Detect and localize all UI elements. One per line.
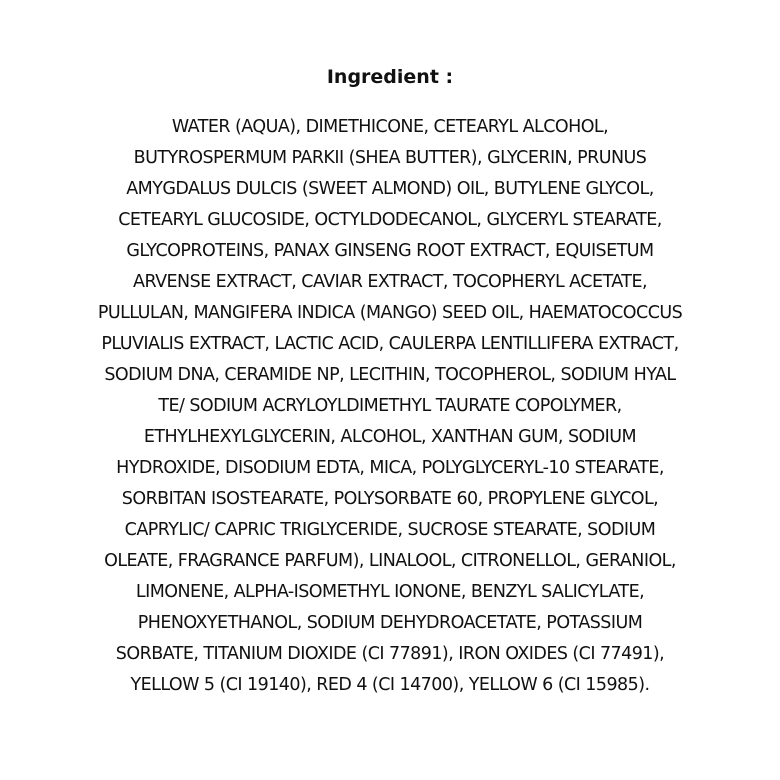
ingredient-line: TE/ SODIUM ACRYLOYLDIMETHYL TAURATE COPOLYMER, xyxy=(158,396,622,416)
ingredient-line: BUTYROSPERMUM PARKII (SHEA BUTTER), GLYCERIN, PRUNUS xyxy=(133,148,647,168)
ingredient-line: AMYGDALUS DULCIS (SWEET ALMOND) OIL, BUTYLENE GLYCOL, xyxy=(126,179,654,199)
ingredient-line: SORBITAN ISOSTEARATE, POLYSORBATE 60, PROPYLENE GLYCOL, xyxy=(121,489,659,509)
ingredient-line: HYDROXIDE, DISODIUM EDTA, MICA, POLYGLYCERYL-10 STEARATE, xyxy=(116,458,664,478)
ingredient-line: PULLULAN, MANGIFERA INDICA (MANGO) SEED OIL, HAEMATOCOCCUS xyxy=(97,303,683,323)
ingredient-line: OLEATE, FRAGRANCE PARFUM), LINALOOL, CITRONELLOL, GERANIOL, xyxy=(104,551,676,571)
ingredient-line: PLUVIALIS EXTRACT, LACTIC ACID, CAULERPA LENTILLIFERA EXTRACT, xyxy=(101,334,679,354)
ingredient-line: ETHYLHEXYLGLYCERIN, ALCOHOL, XANTHAN GUM, SODIUM xyxy=(143,427,637,447)
ingredient-line: LIMONENE, ALPHA-ISOMETHYL IONONE, BENZYL SALICYLATE, xyxy=(135,582,645,602)
ingredient-line: GLYCOPROTEINS, PANAX GINSENG ROOT EXTRACT, EQUISETUM xyxy=(126,241,654,261)
ingredient-line: SODIUM DNA, CERAMIDE NP, LECITHIN, TOCOPHEROL, SODIUM HYAL xyxy=(104,365,676,385)
ingredient-line: PHENOXYETHANOL, SODIUM DEHYDROACETATE, POTASSIUM xyxy=(137,613,643,633)
ingredient-line: SORBATE, TITANIUM DIOXIDE (CI 77891), IRON OXIDES (CI 77491), xyxy=(115,644,665,664)
ingredient-line: CAPRYLIC/ CAPRIC TRIGLYCERIDE, SUCROSE STEARATE, SODIUM xyxy=(124,520,656,540)
ingredient-line: WATER (AQUA), DIMETHICONE, CETEARYL ALCOHOL, xyxy=(171,117,609,137)
ingredient-list xyxy=(0,112,780,701)
ingredient-line: YELLOW 5 (CI 19140), RED 4 (CI 14700), YELLOW 6 (CI 15985). xyxy=(130,675,650,695)
ingredient-line: CETEARYL GLUCOSIDE, OCTYLDODECANOL, GLYCERYL STEARATE, xyxy=(118,210,662,230)
ingredient-line: ARVENSE EXTRACT, CAVIAR EXTRACT, TOCOPHERYL ACETATE, xyxy=(133,272,647,292)
ingredient-title: Ingredient : xyxy=(326,66,454,88)
